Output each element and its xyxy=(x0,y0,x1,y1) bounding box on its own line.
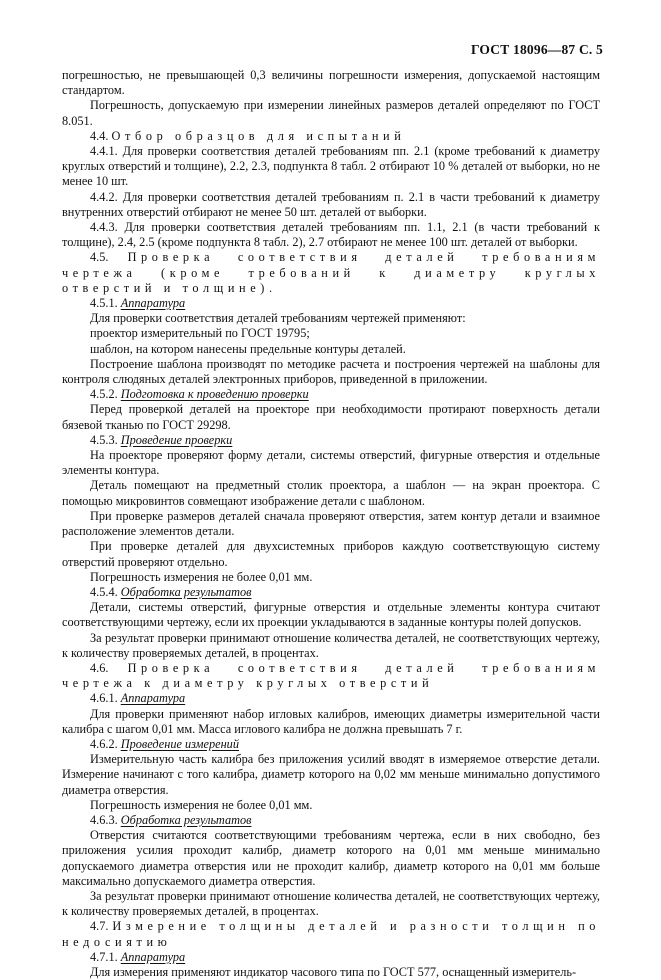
subsection-number: 4.6.1. xyxy=(90,691,118,706)
paragraph: Построение шаблона производят по методике расчета и построения чертежей на шаблоны для контроля слюдяных деталей электронных приборов, приведенной в приложении. xyxy=(62,356,600,387)
paragraph: 4.4.2. Для проверки соответствия деталей требованиям п. 2.1 в части требований к диаметру внутренних отверстий отбирают не менее 50 шт. деталей от выборки. xyxy=(62,189,600,219)
section-number: 4.5. xyxy=(90,250,109,265)
subsection-number: 4.5.2. xyxy=(90,387,118,402)
paragraph: Детали, системы отверстий, фигурные отверстия и отдельные элементы контура считают соответствующими чертежу, если их проекции укладываются в заданные контуры полей допусков. xyxy=(62,600,600,630)
paragraph: 4.4.1. Для проверки соответствия деталей требованиям пп. 2.1 (кроме требований к диаметру круглых отверстий и толщине), 2.2, 2.3, подпункта 8 табл. 2 отбирают 10 % деталей от выборки, но не менее 10 шт. xyxy=(62,144,600,189)
subsection-heading xyxy=(62,585,600,600)
paragraph: 4.4.3. Для проверки соответствия деталей требованиям пп. 1.1, 2.1 (в части требований к толщине), 2.4, 2.5 (кроме подпункта 8 табл. 2), 2.7 отбирают не менее 100 шт. деталей от выборки. xyxy=(62,220,600,250)
section-heading xyxy=(62,129,600,144)
paragraph: Погрешность измерения не более 0,01 мм. xyxy=(90,797,313,812)
paragraph: Отверстия считаются соответствующими требованиям чертежа, если в них свободно, без приложения усилия проходит калибр, диаметр которого на 0,01 мм меньше минимально допускаемого диаметра отверстия или не проходит калибр, диаметр которого на 0,01 мм больше максимально допускаемого диаметра отверстия. xyxy=(62,828,600,888)
subsection-title: Обработка результатов xyxy=(120,812,252,827)
subsection-title: Проведение проверки xyxy=(120,432,233,447)
section-heading xyxy=(62,661,600,691)
section-title: Измерение толщины деталей и разности толщин по недосиятию xyxy=(62,919,601,949)
subsection-heading xyxy=(62,296,600,311)
subsection-heading xyxy=(62,433,600,448)
section-number: 4.7. xyxy=(90,919,109,934)
section-heading xyxy=(62,250,600,296)
paragraph: За результат проверки принимают отношение количества деталей, не соответствующих чертежу, к количеству проверяемых деталей, в процентах. xyxy=(62,630,600,660)
subsection-heading xyxy=(62,813,600,828)
subsection-number: 4.7.1. xyxy=(90,949,118,964)
section-heading xyxy=(62,919,600,949)
subsection-number: 4.5.4. xyxy=(90,584,118,599)
subsection-title: Обработка результатов xyxy=(120,584,252,599)
paragraph: Для измерения применяют индикатор часового типа по ГОСТ 577, оснащенный измеритель- xyxy=(90,964,577,979)
section-number: 4.6. xyxy=(90,660,109,675)
paragraph: Погрешность, допускаемую при измерении линейных размеров деталей определяют по ГОСТ 8.051. xyxy=(62,98,600,128)
subsection-title: Аппаратура xyxy=(120,949,186,964)
section-title: Проверка соответствия деталей требованиям чертежа к диаметру круглых отверстий xyxy=(62,660,600,691)
subsection-heading xyxy=(62,387,600,402)
paragraph: погрешностью, не превышающей 0,3 величины погрешности измерения, допускаемой настоящим стандартом. xyxy=(62,68,600,98)
subsection-number: 4.6.2. xyxy=(90,736,118,751)
subsection-number: 4.5.1. xyxy=(90,296,118,311)
paragraph: шаблон, на котором нанесены предельные контуры деталей. xyxy=(90,341,406,356)
subsection-title: Аппаратура xyxy=(120,691,186,706)
paragraph: проектор измерительный по ГОСТ 19795; xyxy=(90,326,310,341)
paragraph: При проверке деталей для двухсистемных приборов каждую соответствующую систему отверстий проверяют отдельно. xyxy=(62,539,600,569)
subsection-number: 4.6.3. xyxy=(90,812,118,827)
paragraph: Погрешность измерения не более 0,01 мм. xyxy=(90,569,313,584)
subsection-number: 4.5.3. xyxy=(90,432,118,447)
section-number: 4.4. xyxy=(90,128,109,143)
document-body xyxy=(62,68,600,980)
paragraph: За результат проверки принимают отношение количества деталей, не соответствующих чертежу, к количеству проверяемых деталей, в процентах. xyxy=(62,888,600,919)
subsection-title: Аппаратура xyxy=(120,296,186,311)
section-title: Проверка соответствия деталей требованиям чертежа (кроме требований к диаметру круглых отверстий и толщине). xyxy=(62,250,600,295)
paragraph: Измерительную часть калибра без приложения усилий вводят в измеряемое отверстие детали. Измерение начинают с того калибра, диаметр которого на 0,02 мм меньше минимально допустимого диаметра отверстия. xyxy=(62,752,600,797)
paragraph: Для проверки применяют набор игловых калибров, имеющих диаметры измерительной части калибра с шагом 0,01 мм. Масса иглового калибра не должна превышать 7 г. xyxy=(62,706,600,736)
subsection-title: Проведение измерений xyxy=(120,736,239,751)
section-title: Отбор образцов для испытаний xyxy=(111,128,406,143)
subsection-title: Подготовка к проведению проверки xyxy=(120,387,309,402)
paragraph: На проекторе проверяют форму детали, системы отверстий, фигурные отверстия и отдельные элементы контура. xyxy=(62,448,600,478)
subsection-heading xyxy=(62,737,600,752)
paragraph: Деталь помещают на предметный столик проектора, а шаблон — на экран проектора. С помощью микровинтов совмещают изображение детали с шаблоном. xyxy=(62,478,600,508)
paragraph: Для проверки соответствия деталей требованиям чертежей применяют: xyxy=(90,311,466,326)
subsection-heading xyxy=(62,950,600,965)
paragraph: Перед проверкой деталей на проекторе при необходимости протирают поверхность детали бязевой тканью по ГОСТ 29298. xyxy=(62,402,600,432)
subsection-heading xyxy=(62,691,600,706)
paragraph: При проверке размеров деталей сначала проверяют отверстия, затем контур детали и взаимное расположение элементов детали. xyxy=(62,508,600,539)
page-header: ГОСТ 18096—87 С. 5 xyxy=(470,42,603,57)
